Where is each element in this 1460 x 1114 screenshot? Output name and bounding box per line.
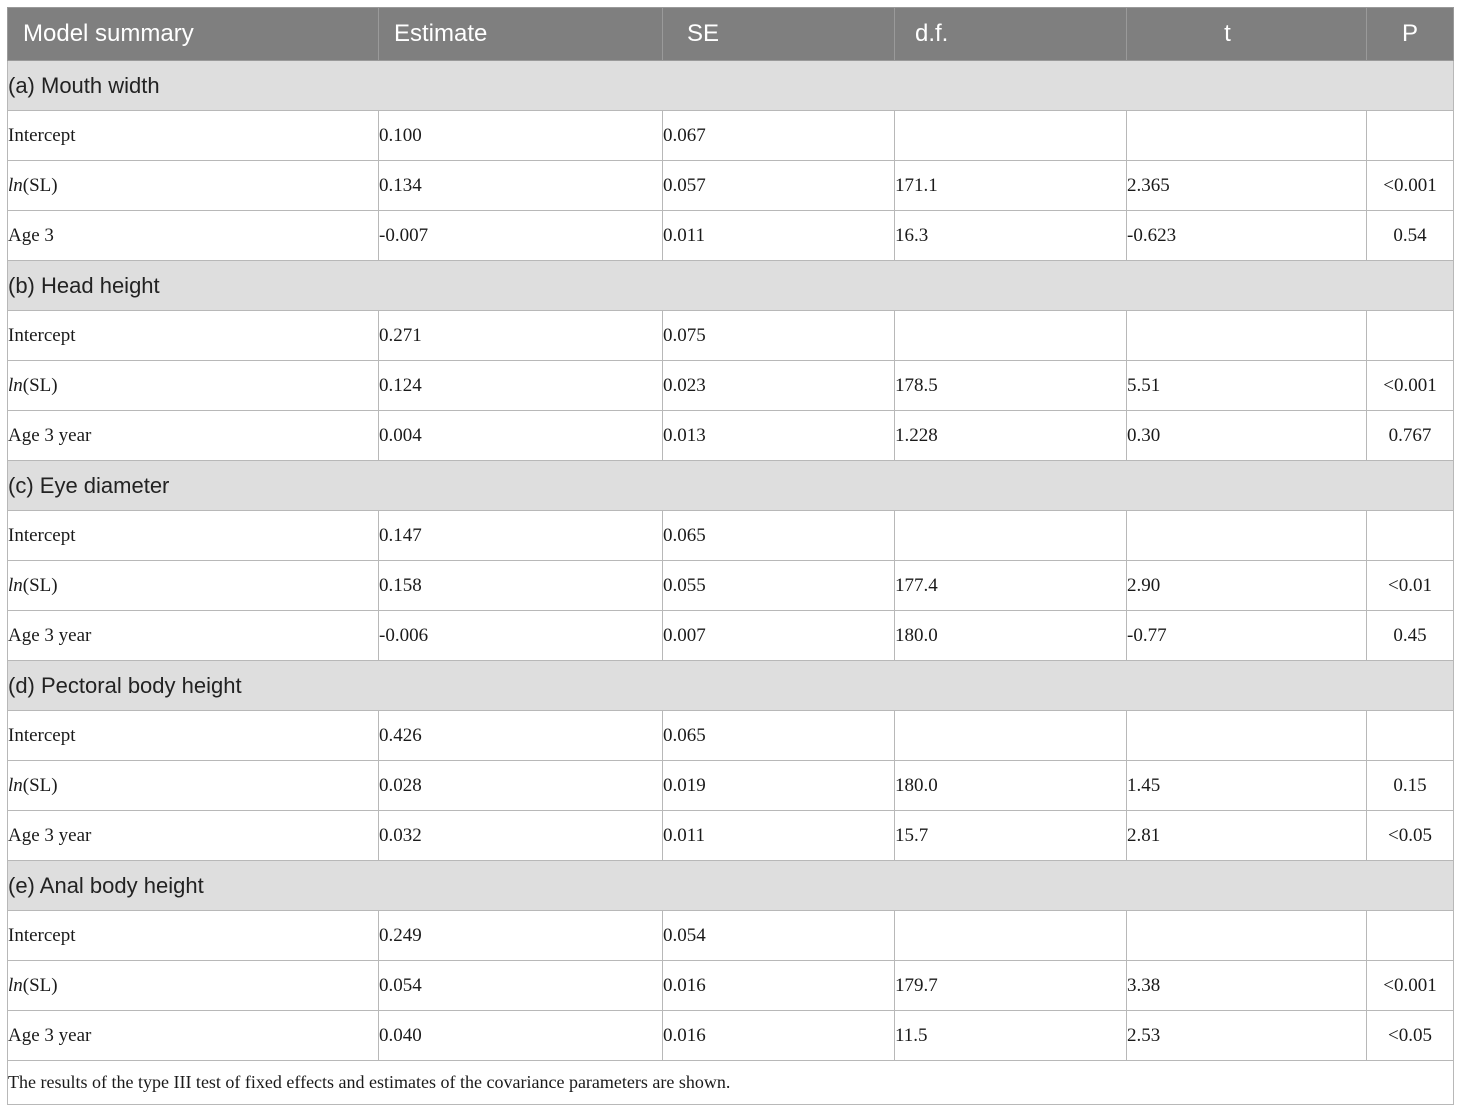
- table-row: [8, 111, 1454, 161]
- section-title: (e) Anal body height: [8, 861, 1454, 911]
- cell-df: [895, 311, 1127, 361]
- cell-df: 180.0: [895, 761, 1127, 811]
- cell-t: 2.90: [1127, 561, 1367, 611]
- term-italic-part: ln: [8, 774, 23, 796]
- cell-se: 0.075: [663, 311, 895, 361]
- table-row: [8, 811, 1454, 861]
- cell-estimate: 0.134: [379, 161, 663, 211]
- table-row: [8, 711, 1454, 761]
- cell-se: 0.019: [663, 761, 895, 811]
- cell-t: 2.81: [1127, 811, 1367, 861]
- table-body: [8, 61, 1454, 1061]
- cell-p: [1367, 311, 1454, 361]
- cell-term: [8, 161, 379, 211]
- cell-estimate: 0.147: [379, 511, 663, 561]
- cell-p: 0.45: [1367, 611, 1454, 661]
- column-header-model-summary: Model summary: [8, 8, 379, 61]
- term-text: Age 3 year: [8, 824, 92, 846]
- cell-estimate: 0.271: [379, 311, 663, 361]
- cell-term: [8, 411, 379, 461]
- table-row: [8, 1011, 1454, 1061]
- cell-df: 177.4: [895, 561, 1127, 611]
- cell-estimate: 0.032: [379, 811, 663, 861]
- section-title: (c) Eye diameter: [8, 461, 1454, 511]
- cell-t: 3.38: [1127, 961, 1367, 1011]
- cell-df: [895, 511, 1127, 561]
- term-text: Age 3 year: [8, 1024, 92, 1046]
- cell-se: 0.011: [663, 211, 895, 261]
- cell-p: [1367, 711, 1454, 761]
- cell-term: [8, 361, 379, 411]
- cell-se: 0.023: [663, 361, 895, 411]
- cell-p: <0.001: [1367, 361, 1454, 411]
- section-title: (b) Head height: [8, 261, 1454, 311]
- cell-term: [8, 511, 379, 561]
- cell-p: <0.05: [1367, 811, 1454, 861]
- cell-estimate: 0.054: [379, 961, 663, 1011]
- cell-df: 16.3: [895, 211, 1127, 261]
- column-header-se: SE: [663, 8, 895, 61]
- cell-df: [895, 111, 1127, 161]
- cell-se: 0.016: [663, 961, 895, 1011]
- cell-p: <0.001: [1367, 161, 1454, 211]
- cell-p: [1367, 911, 1454, 961]
- term-text: Age 3 year: [8, 624, 92, 646]
- cell-df: 178.5: [895, 361, 1127, 411]
- cell-t: -0.77: [1127, 611, 1367, 661]
- cell-estimate: -0.007: [379, 211, 663, 261]
- table-row: [8, 361, 1454, 411]
- cell-se: 0.057: [663, 161, 895, 211]
- term-text: Intercept: [8, 324, 76, 346]
- cell-se: 0.016: [663, 1011, 895, 1061]
- cell-t: 0.30: [1127, 411, 1367, 461]
- table-row: [8, 761, 1454, 811]
- column-header-estimate: Estimate: [379, 8, 663, 61]
- cell-se: 0.055: [663, 561, 895, 611]
- cell-t: 5.51: [1127, 361, 1367, 411]
- cell-t: 2.53: [1127, 1011, 1367, 1061]
- table-row: [8, 961, 1454, 1011]
- term-italic-part: ln: [8, 974, 23, 996]
- section-title: (a) Mouth width: [8, 61, 1454, 111]
- cell-term: [8, 611, 379, 661]
- cell-term: [8, 761, 379, 811]
- cell-term: [8, 911, 379, 961]
- cell-estimate: 0.124: [379, 361, 663, 411]
- term-italic-part: ln: [8, 574, 23, 596]
- cell-term: [8, 711, 379, 761]
- cell-se: 0.007: [663, 611, 895, 661]
- term-text: Age 3 year: [8, 424, 92, 446]
- cell-se: 0.067: [663, 111, 895, 161]
- cell-se: 0.013: [663, 411, 895, 461]
- cell-t: 2.365: [1127, 161, 1367, 211]
- cell-estimate: 0.004: [379, 411, 663, 461]
- table-row: [8, 561, 1454, 611]
- term-text: (SL): [22, 574, 58, 596]
- cell-term: [8, 1011, 379, 1061]
- section-header-row: [8, 61, 1454, 111]
- cell-p: [1367, 511, 1454, 561]
- cell-p: <0.001: [1367, 961, 1454, 1011]
- section-header-row: [8, 461, 1454, 511]
- cell-df: 15.7: [895, 811, 1127, 861]
- cell-df: 180.0: [895, 611, 1127, 661]
- term-text: Intercept: [8, 924, 76, 946]
- cell-se: 0.065: [663, 711, 895, 761]
- results-table: [7, 7, 1454, 1105]
- cell-p: <0.01: [1367, 561, 1454, 611]
- cell-t: [1127, 311, 1367, 361]
- term-text: (SL): [22, 174, 58, 196]
- cell-se: 0.011: [663, 811, 895, 861]
- table-row: [8, 161, 1454, 211]
- table-row: [8, 311, 1454, 361]
- cell-df: 1.228: [895, 411, 1127, 461]
- cell-term: [8, 811, 379, 861]
- cell-term: [8, 961, 379, 1011]
- table-header-row: [8, 8, 1454, 61]
- cell-p: 0.767: [1367, 411, 1454, 461]
- cell-estimate: 0.040: [379, 1011, 663, 1061]
- term-italic-part: ln: [8, 374, 23, 396]
- column-header-p: P: [1367, 8, 1454, 61]
- section-header-row: [8, 861, 1454, 911]
- table-row: [8, 911, 1454, 961]
- table-footnote: The results of the type III test of fixed effects and estimates of the covariance parameters are shown.: [8, 1061, 1454, 1105]
- cell-term: [8, 561, 379, 611]
- term-text: (SL): [22, 774, 58, 796]
- column-header-t: t: [1127, 8, 1367, 61]
- section-header-row: [8, 261, 1454, 311]
- cell-t: [1127, 911, 1367, 961]
- section-header-row: [8, 661, 1454, 711]
- cell-p: 0.15: [1367, 761, 1454, 811]
- cell-df: 11.5: [895, 1011, 1127, 1061]
- cell-df: 179.7: [895, 961, 1127, 1011]
- cell-term: [8, 111, 379, 161]
- table-row: [8, 411, 1454, 461]
- cell-t: [1127, 111, 1367, 161]
- cell-t: [1127, 711, 1367, 761]
- cell-p: [1367, 111, 1454, 161]
- cell-p: 0.54: [1367, 211, 1454, 261]
- term-text: Intercept: [8, 124, 76, 146]
- cell-t: 1.45: [1127, 761, 1367, 811]
- cell-df: 171.1: [895, 161, 1127, 211]
- cell-df: [895, 711, 1127, 761]
- table-footnote-row: [8, 1061, 1454, 1105]
- term-text: Age 3: [8, 224, 54, 246]
- table-row: [8, 511, 1454, 561]
- cell-estimate: 0.158: [379, 561, 663, 611]
- cell-term: [8, 211, 379, 261]
- term-text: Intercept: [8, 524, 76, 546]
- cell-t: -0.623: [1127, 211, 1367, 261]
- cell-df: [895, 911, 1127, 961]
- term-text: Intercept: [8, 724, 76, 746]
- column-header-df: d.f.: [895, 8, 1127, 61]
- cell-se: 0.054: [663, 911, 895, 961]
- cell-p: <0.05: [1367, 1011, 1454, 1061]
- cell-t: [1127, 511, 1367, 561]
- cell-estimate: 0.028: [379, 761, 663, 811]
- term-text: (SL): [22, 374, 58, 396]
- table-row: [8, 611, 1454, 661]
- term-text: (SL): [22, 974, 58, 996]
- table-row: [8, 211, 1454, 261]
- cell-estimate: 0.249: [379, 911, 663, 961]
- cell-estimate: -0.006: [379, 611, 663, 661]
- term-italic-part: ln: [8, 174, 23, 196]
- cell-term: [8, 311, 379, 361]
- cell-estimate: 0.100: [379, 111, 663, 161]
- section-title: (d) Pectoral body height: [8, 661, 1454, 711]
- cell-se: 0.065: [663, 511, 895, 561]
- cell-estimate: 0.426: [379, 711, 663, 761]
